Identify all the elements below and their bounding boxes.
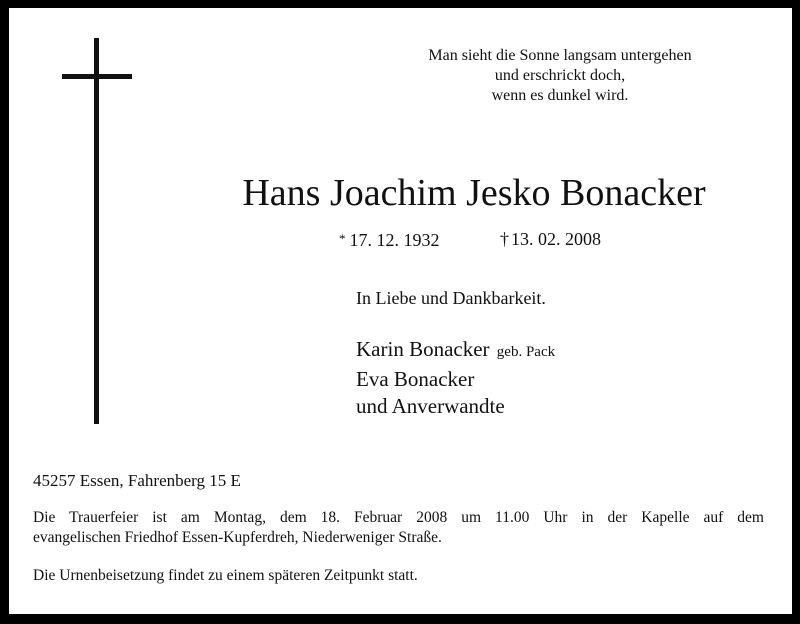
birth-star-icon: * (339, 231, 346, 246)
mourner-note: geb. Pack (496, 344, 556, 360)
death-date: 13. 02. 2008 (511, 229, 601, 249)
motto-verse (402, 46, 718, 106)
birth-date: 17. 12. 1932 (349, 230, 440, 250)
mourner-name: Karin Bonacker (356, 337, 490, 361)
mourner-name: und Anverwandte (356, 394, 505, 418)
death-date-line (500, 227, 601, 251)
funeral-line: evangelischen Friedhof Essen-Kupferdreh, Niederweniger Straße. (33, 529, 442, 546)
cross-horizontal-bar (62, 74, 132, 79)
mourner-item (356, 336, 555, 366)
birth-date-line (339, 227, 440, 252)
mourner-item (356, 393, 555, 420)
motto-line: und erschrickt doch, (494, 67, 626, 84)
funeral-notice (33, 508, 764, 548)
death-dagger-icon: † (500, 229, 509, 249)
mourning-phrase: In Liebe und Dankbarkeit. (356, 288, 546, 308)
mourners-list (356, 336, 555, 420)
funeral-line: Die Trauerfeier ist am Montag, dem 18. Februar 2008 um 11.00 Uhr in der Kapelle auf dem (33, 509, 764, 526)
motto-line: Man sieht die Sonne langsam untergehen (428, 47, 692, 64)
cross-vertical-bar (94, 38, 99, 424)
family-address: 45257 Essen, Fahrenberg 15 E (33, 471, 241, 490)
deceased-name: Hans Joachim Jesko Bonacker (242, 172, 706, 214)
motto-line: wenn es dunkel wird. (491, 87, 629, 104)
mourner-item (356, 366, 555, 393)
urn-burial-notice: Die Urnenbeisetzung findet zu einem späteren Zeitpunkt statt. (33, 567, 418, 584)
mourner-name: Eva Bonacker (356, 367, 475, 391)
